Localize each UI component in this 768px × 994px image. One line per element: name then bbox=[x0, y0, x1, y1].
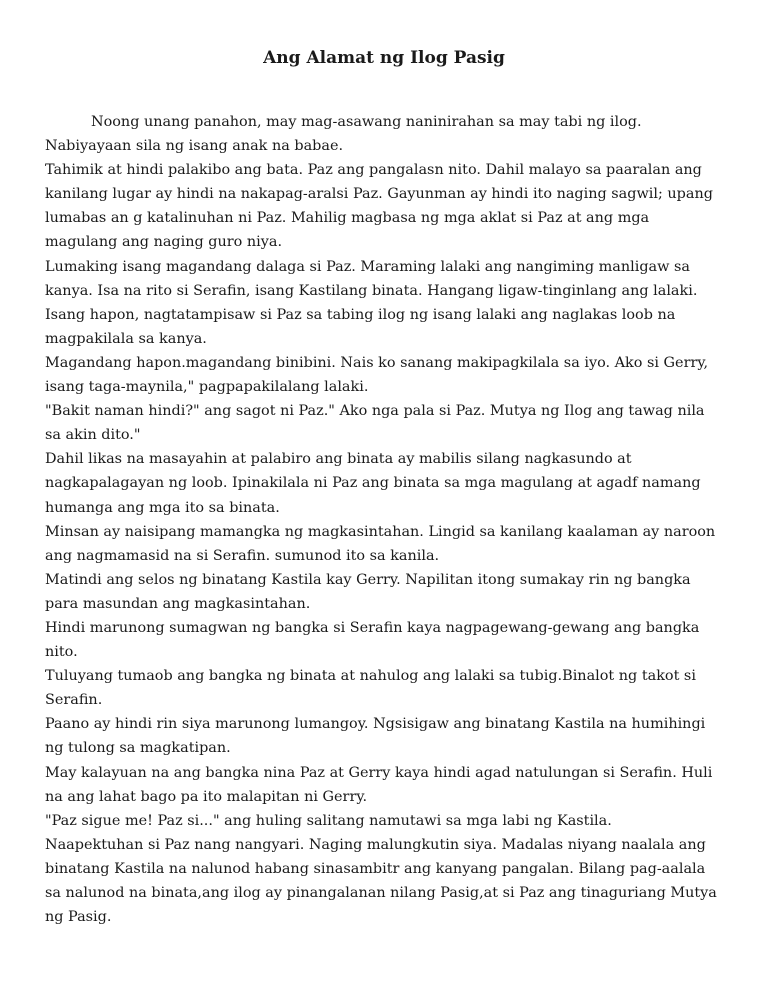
paragraph: Tahimik at hindi palakibo ang bata. Paz ang pangalasn nito. Dahil malayo sa paaralan ang kanilang lugar ay hindi na nakapag-aralsi Paz. Gayunman ay hindi ito naging sagwil; upang lumabas an g katalinuhan ni Paz. Mahilig magbasa ng mga aklat si Paz at ang mga magulang ang naging guro niya. bbox=[45, 162, 713, 251]
paragraph: "Bakit naman hindi?" ang sagot ni Paz." Ako nga pala si Paz. Mutya ng Ilog ang tawag nila sa akin dito." bbox=[45, 403, 705, 444]
paragraph: "Paz sigue me! Paz si..." ang huling salitang namutawi sa mga labi ng Kastila. bbox=[45, 812, 612, 829]
paragraph: Noong unang panahon, may mag-asawang naninirahan sa may tabi ng ilog. Nabiyayaan sila ng isang anak na babae. bbox=[45, 114, 642, 155]
paragraph: Paano ay hindi rin siya marunong lumangoy. Ngsisigaw ang binatang Kastila na humihingi ng tulong sa magkatipan. bbox=[45, 716, 706, 757]
paragraph: Tuluyang tumaob ang bangka ng binata at nahulog ang lalaki sa tubig.Binalot ng takot si Serafin. bbox=[45, 668, 696, 709]
paragraph: Dahil likas na masayahin at palabiro ang binata ay mabilis silang nagkasundo at nagkapalagayan ng loob. Ipinakilala ni Paz ang binata sa mga magulang at agadf namang humanga ang mga ito sa binata. bbox=[45, 451, 701, 516]
paragraph: Magandang hapon.magandang binibini. Nais ko sanang makipagkilala sa iyo. Ako si Gerry, isang taga-maynila," pagpapakilalang lalaki. bbox=[45, 354, 709, 396]
paragraph: Isang hapon, nagtatampisaw si Paz sa tabing ilog ng isang lalaki ang naglakas loob na magpakilala sa kanya. bbox=[45, 306, 676, 347]
paragraph: May kalayuan na ang bangka nina Paz at Gerry kaya hindi agad natulungan si Serafin. Huli na ang lahat bago pa ito malapitan ni Gerry. bbox=[45, 764, 713, 805]
paragraph: Hindi marunong sumagwan ng bangka si Serafin kaya nagpagewang-gewang ang bangka nito. bbox=[45, 619, 700, 661]
document-body bbox=[45, 110, 725, 929]
document-title: Ang Alamat ng Ilog Pasig bbox=[263, 48, 505, 68]
paragraph: Matindi ang selos ng binatang Kastila kay Gerry. Napilitan itong sumakay rin ng bangka para masundan ang magkasintahan. bbox=[45, 571, 691, 612]
paragraph: Minsan ay naisipang mamangka ng magkasintahan. Lingid sa kanilang kaalaman ay naroon ang nagmamasid na si Serafin. sumunod ito sa kanila. bbox=[45, 523, 716, 564]
paragraph: Naapektuhan si Paz nang nangyari. Naging malungkutin siya. Madalas niyang naalala ang binatang Kastila na nalunod habang sinasambitr ang kanyang pangalan. Bilang pag-aalala sa nalunod na binata,ang ilog ay pinangalanan nilang Pasig,at si Paz ang tinaguriang Mutya ng Pasig. bbox=[45, 836, 717, 926]
paragraph: Lumaking isang magandang dalaga si Paz. Maraming lalaki ang nangiming manligaw sa kanya. Isa na rito si Serafin, isang Kastilang binata. Hangang ligaw-tinginlang ang lalaki. bbox=[45, 258, 698, 299]
